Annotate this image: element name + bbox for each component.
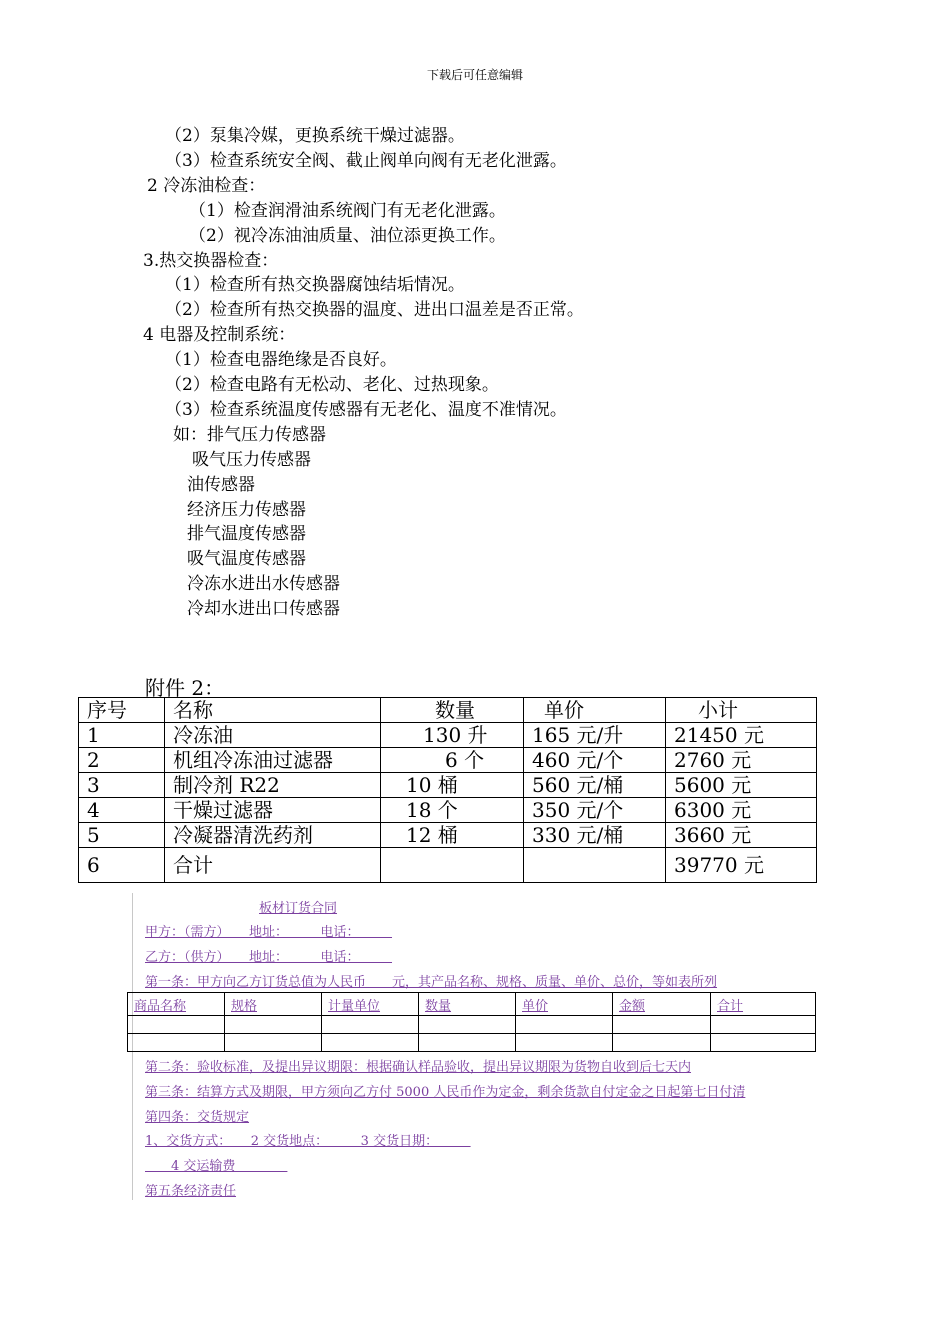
table-cell xyxy=(225,1016,322,1034)
table-cell xyxy=(419,1016,516,1034)
table-cell xyxy=(128,1016,225,1034)
table-header-row xyxy=(79,698,817,723)
header-cell: 数量 xyxy=(419,993,516,1016)
table-cell xyxy=(516,1016,613,1034)
text-line: 经济压力传感器 xyxy=(187,500,306,520)
table-cell xyxy=(524,848,666,883)
header-cell: 单价 xyxy=(524,698,666,723)
table-cell: 3660 元 xyxy=(666,823,817,848)
table-cell: 制冷剂 R22 xyxy=(165,773,381,798)
party-b-line: 乙方：（供方） 地址： 电话： xyxy=(145,950,393,965)
text-line: 冷冻水进出水传感器 xyxy=(187,574,340,594)
clause-1: 第一条：甲方向乙方订货总值为人民币 元，其产品名称、规格、质量、单价、总价，等如表所列 xyxy=(145,975,718,990)
table-cell: 3 xyxy=(79,773,165,798)
header-cell: 合计 xyxy=(711,993,816,1016)
table-cell: 18 个 xyxy=(381,798,524,823)
table-cell: 冷冻油 xyxy=(165,723,381,748)
text-line: （3）检查系统温度传感器有无老化、温度不准情况。 xyxy=(165,400,567,420)
text-line: （2）检查电路有无松动、老化、过热现象。 xyxy=(165,375,499,395)
text-line: 油传感器 xyxy=(187,475,255,495)
delivery-line: 1、交货方式： 2 交货地点： 3 交货日期： xyxy=(145,1134,471,1149)
contract-title: 板材订货合同 xyxy=(259,901,338,916)
table-cell: 165 元/升 xyxy=(524,723,666,748)
page-header: 下载后可任意编辑 xyxy=(426,68,523,82)
table-cell: 6 xyxy=(79,848,165,883)
table-cell: 350 元/个 xyxy=(524,798,666,823)
table-cell: 10 桶 xyxy=(381,773,524,798)
attachment-table xyxy=(78,697,817,883)
text-line: 吸气温度传感器 xyxy=(187,549,306,569)
table-cell: 合计 xyxy=(165,848,381,883)
table-cell xyxy=(613,1034,711,1052)
clause-3: 第三条：结算方式及期限，甲方须向乙方付 5000 人民币作为定金，剩余货款自付定金之日起第七日付清 xyxy=(145,1085,746,1100)
table-cell: 12 桶 xyxy=(381,823,524,848)
text-line: 如：排气压力传感器 xyxy=(173,425,326,445)
table-cell: 330 元/桶 xyxy=(524,823,666,848)
text-line: （3）检查系统安全阀、截止阀单向阀有无老化泄露。 xyxy=(165,151,567,171)
text-line: （2）检查所有热交换器的温度、进出口温差是否正常。 xyxy=(165,300,584,320)
header-cell: 小计 xyxy=(666,698,817,723)
text-line: 排气温度传感器 xyxy=(187,524,306,544)
table-cell: 130 升 xyxy=(381,723,524,748)
table-cell: 2760 元 xyxy=(666,748,817,773)
text-line: （2）泵集冷媒，更换系统干燥过滤器。 xyxy=(165,126,465,146)
text-line: （1）检查润滑油系统阀门有无老化泄露。 xyxy=(189,201,506,221)
table-cell xyxy=(381,848,524,883)
table-row xyxy=(79,823,817,848)
table-cell: 460 元/个 xyxy=(524,748,666,773)
section-heading: 4 电器及控制系统： xyxy=(143,325,296,345)
header-cell: 金额 xyxy=(613,993,711,1016)
table-row xyxy=(79,748,817,773)
header-cell: 计量单位 xyxy=(322,993,419,1016)
table-row xyxy=(128,1034,816,1052)
party-a-line: 甲方：（需方） 地址： 电话： xyxy=(145,925,393,940)
table-cell: 5600 元 xyxy=(666,773,817,798)
table-cell: 干燥过滤器 xyxy=(165,798,381,823)
text-line: （2）视冷冻油油质量、油位添更换工作。 xyxy=(189,226,506,246)
transport-line: 4 交运输费 xyxy=(145,1159,288,1174)
table-cell: 4 xyxy=(79,798,165,823)
table-cell: 6300 元 xyxy=(666,798,817,823)
clause-5: 第五条经济责任 xyxy=(145,1184,237,1199)
header-cell: 商品名称 xyxy=(128,993,225,1016)
table-cell: 560 元/桶 xyxy=(524,773,666,798)
table-cell xyxy=(128,1034,225,1052)
table-cell: 39770 元 xyxy=(666,848,817,883)
attachment-title: 附件 2： xyxy=(145,676,225,700)
table-cell xyxy=(322,1016,419,1034)
table-row xyxy=(79,723,817,748)
header-cell: 名称 xyxy=(165,698,381,723)
table-row xyxy=(128,1016,816,1034)
table-cell xyxy=(711,1016,816,1034)
header-cell: 数量 xyxy=(381,698,524,723)
table-cell: 2 xyxy=(79,748,165,773)
header-cell: 单价 xyxy=(516,993,613,1016)
table-row xyxy=(79,773,817,798)
text-line: （1）检查所有热交换器腐蚀结垢情况。 xyxy=(165,275,465,295)
table-header-row xyxy=(128,993,816,1016)
table-cell xyxy=(419,1034,516,1052)
table-cell xyxy=(322,1034,419,1052)
table-cell: 冷凝器清洗药剂 xyxy=(165,823,381,848)
section-heading: 3.热交换器检查： xyxy=(143,251,279,271)
table-cell: 21450 元 xyxy=(666,723,817,748)
table-cell xyxy=(225,1034,322,1052)
text-line: 冷却水进出口传感器 xyxy=(187,599,340,619)
table-cell: 1 xyxy=(79,723,165,748)
section-heading: 2 冷冻油检查： xyxy=(147,176,266,196)
table-cell xyxy=(613,1016,711,1034)
table-cell: 6 个 xyxy=(381,748,524,773)
table-row xyxy=(79,798,817,823)
table-cell xyxy=(516,1034,613,1052)
table-cell: 机组冷冻油过滤器 xyxy=(165,748,381,773)
header-cell: 规格 xyxy=(225,993,322,1016)
clause-2: 第二条：验收标准，及提出异议期限：根据确认样品验收，提出异议期限为货物自收到后七天内 xyxy=(145,1060,692,1075)
contract-table xyxy=(127,992,816,1052)
table-cell: 5 xyxy=(79,823,165,848)
text-line: 吸气压力传感器 xyxy=(192,450,311,470)
clause-4: 第四条：交货规定 xyxy=(145,1110,250,1125)
text-line: （1）检查电器绝缘是否良好。 xyxy=(165,350,397,370)
total-row xyxy=(79,848,817,883)
table-cell xyxy=(711,1034,816,1052)
header-cell: 序号 xyxy=(79,698,165,723)
